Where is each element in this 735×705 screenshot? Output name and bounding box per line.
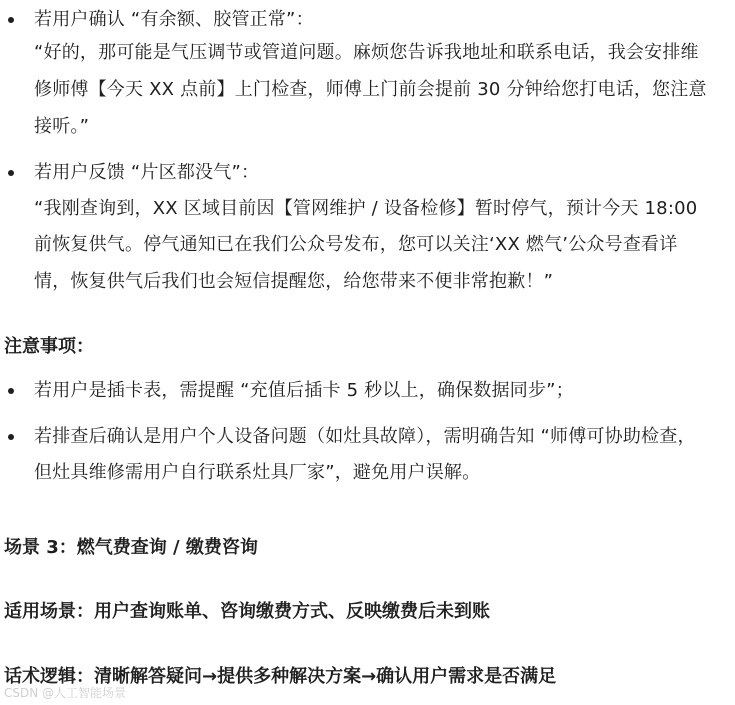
- item-line: 前恢复供气。停气通知已在我们公众号发布，您可以关注‘XX 燃气’公众号查看详: [34, 234, 678, 255]
- bullet-dot: [8, 170, 14, 176]
- bullet-dot: [8, 434, 14, 440]
- item-line: “好的，那可能是气压调节或管道问题。麻烦您告诉我地址和联系电话，我会安排维: [34, 42, 699, 63]
- notes-heading: 注意事项：: [4, 336, 94, 357]
- item-line: 若用户是插卡表，需提醒 “充值后插卡 5 秒以上，确保数据同步”；: [34, 380, 574, 401]
- bullet-dot: [8, 17, 14, 23]
- item-line: “我刚查询到，XX 区域目前因【管网维护 / 设备检修】暂时停气，预计今天 18:00: [34, 198, 698, 219]
- item-line: 若用户反馈 “片区都没气”：: [34, 162, 260, 183]
- watermark: CSDN @人工智能场景: [4, 686, 127, 700]
- item-line: 接听。”: [34, 116, 90, 137]
- item-line: 但灶具维修需用户自行联系灶具厂家”，避免用户误解。: [34, 462, 481, 483]
- scene-title: 场景 3：燃气费查询 / 缴费咨询: [4, 537, 258, 558]
- item-line: 若用户确认 “有余额、胶管正常”：: [34, 9, 314, 30]
- applicable-scenario: 适用场景：用户查询账单、咨询缴费方式、反映缴费后未到账: [4, 601, 490, 622]
- bullet-dot: [8, 388, 14, 394]
- item-line: 若排查后确认是用户个人设备问题（如灶具故障），需明确告知 “师傅可协助检查，: [34, 426, 696, 447]
- item-line: 修师傅【今天 XX 点前】上门检查，师傅上门前会提前 30 分钟给您打电话，您注意: [34, 79, 707, 100]
- script-logic: 话术逻辑：清晰解答疑问→提供多种解决方案→确认用户需求是否满足: [4, 666, 557, 687]
- item-line: 情，恢复供气后我们也会短信提醒您，给您带来不便非常抱歉！”: [34, 271, 554, 292]
